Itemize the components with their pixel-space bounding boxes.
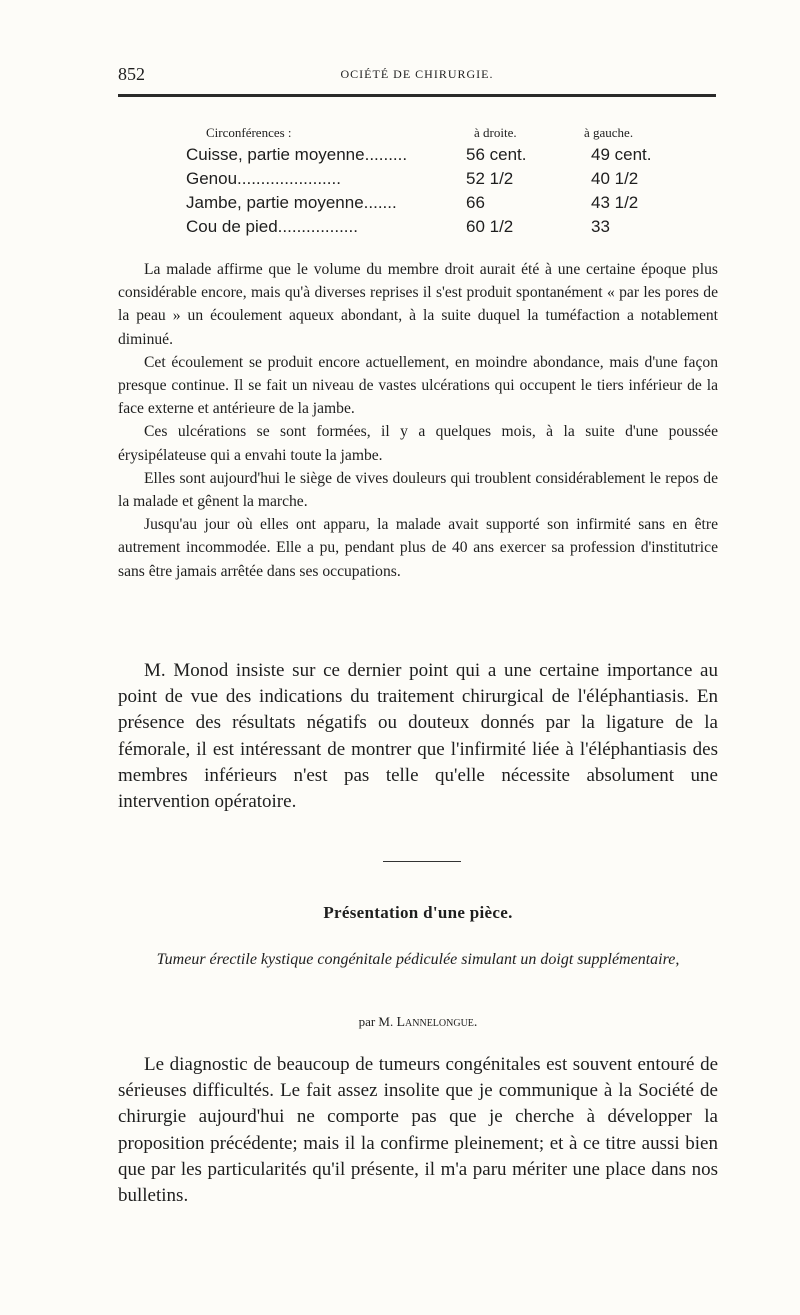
page-header: [118, 64, 716, 97]
article-body: [118, 1052, 718, 1209]
row-label: Jambe, partie moyenne.......: [186, 193, 397, 212]
row-label: Cuisse, partie moyenne.........: [186, 145, 408, 164]
paragraph: La malade affirme que le volume du membre droit aurait été à une certaine époque plus considérable encore, mais qu'à diverses reprises il s'est produit spontanément « par les pores de la peau » un écoulement aqueux abondant, à la suite duquel la tuméfaction a notablement diminué.: [118, 261, 718, 348]
table-row: [186, 217, 656, 241]
row-left: 49 cent.: [591, 145, 652, 164]
section-divider: [383, 861, 461, 862]
row-right: 56 cent.: [466, 145, 527, 164]
table-row: [186, 193, 656, 217]
paragraph: Le diagnostic de beaucoup de tumeurs congénitales est souvent entouré de sérieuses difficultés. Le fait assez insolite que je communique à la Société de chirurgie aujourd'hui ne comporte pas que je cherche à développer la proposition précédente; mais il la confirme pleinement; et à ce titre aussi bien que par les particularités qu'il présente, il m'a paru mériter une place dans nos bulletins.: [118, 1054, 718, 1207]
case-description: [118, 258, 718, 583]
table-header: [186, 120, 656, 145]
paragraph: Ces ulcérations se sont formées, il y a quelques mois, à la suite d'une poussée érysipélateuse qui a envahi toute la jambe.: [118, 423, 718, 464]
row-label: Genou......................: [186, 169, 341, 188]
table-row: [186, 145, 656, 169]
article-title: Tumeur érectile kystique congénitale pédiculée simulant un doigt supplémentaire,: [156, 951, 680, 968]
row-right: 66: [466, 193, 485, 212]
row-right: 52 1/2: [466, 169, 514, 188]
row-right: 60 1/2: [466, 217, 514, 236]
row-left: 40 1/2: [591, 169, 639, 188]
row-left: 33: [591, 217, 610, 236]
header-left: à gauche.: [584, 125, 634, 140]
paragraph: M. Monod insiste sur ce dernier point qui a une certaine importance au point de vue des indications du traitement chirurgical de l'éléphantiasis. En présence des résultats négatifs ou douteux donnés par la ligature de la fémorale, il est intéressant de montrer que l'infirmité liée à l'éléphantiasis des membres inférieurs n'est pas telle qu'elle nécessite absolument une intervention opératoire.: [118, 660, 718, 813]
author-name: Lannelongue.: [396, 1015, 478, 1030]
paragraph: Jusqu'au jour où elles ont apparu, la malade avait supporté son infirmité sans en être autrement incommodée. Elle a pu, pendant plus de 40 ans exercer sa profession d'institutrice sans être jamais arrêtée dans ses occupations.: [118, 516, 718, 580]
table-row: [186, 169, 656, 193]
running-head: OCIÉTÉ DE CHIRURGIE.: [340, 67, 494, 81]
section-title: Présentation d'une pièce.: [323, 903, 513, 922]
paragraph: Cet écoulement se produit encore actuellement, en moindre abondance, mais d'une façon presque continue. Il se fait un niveau de vastes ulcérations qui occupent le tiers inférieur de la face externe et antérieure de la jambe.: [118, 353, 718, 418]
header-label: Circonférences :: [206, 125, 292, 140]
header-right: à droite.: [474, 125, 517, 140]
monod-remarks: [118, 658, 718, 815]
byline-prefix: par M.: [358, 1014, 394, 1029]
row-label: Cou de pied.................: [186, 217, 358, 236]
page-number: 852: [118, 64, 145, 84]
measurements-table: [186, 120, 656, 241]
row-left: 43 1/2: [591, 193, 639, 212]
paragraph: Elles sont aujourd'hui le siège de vives douleurs qui troublent considérablement le repos de la malade et gênent la marche.: [118, 469, 718, 511]
byline: [118, 1014, 718, 1031]
